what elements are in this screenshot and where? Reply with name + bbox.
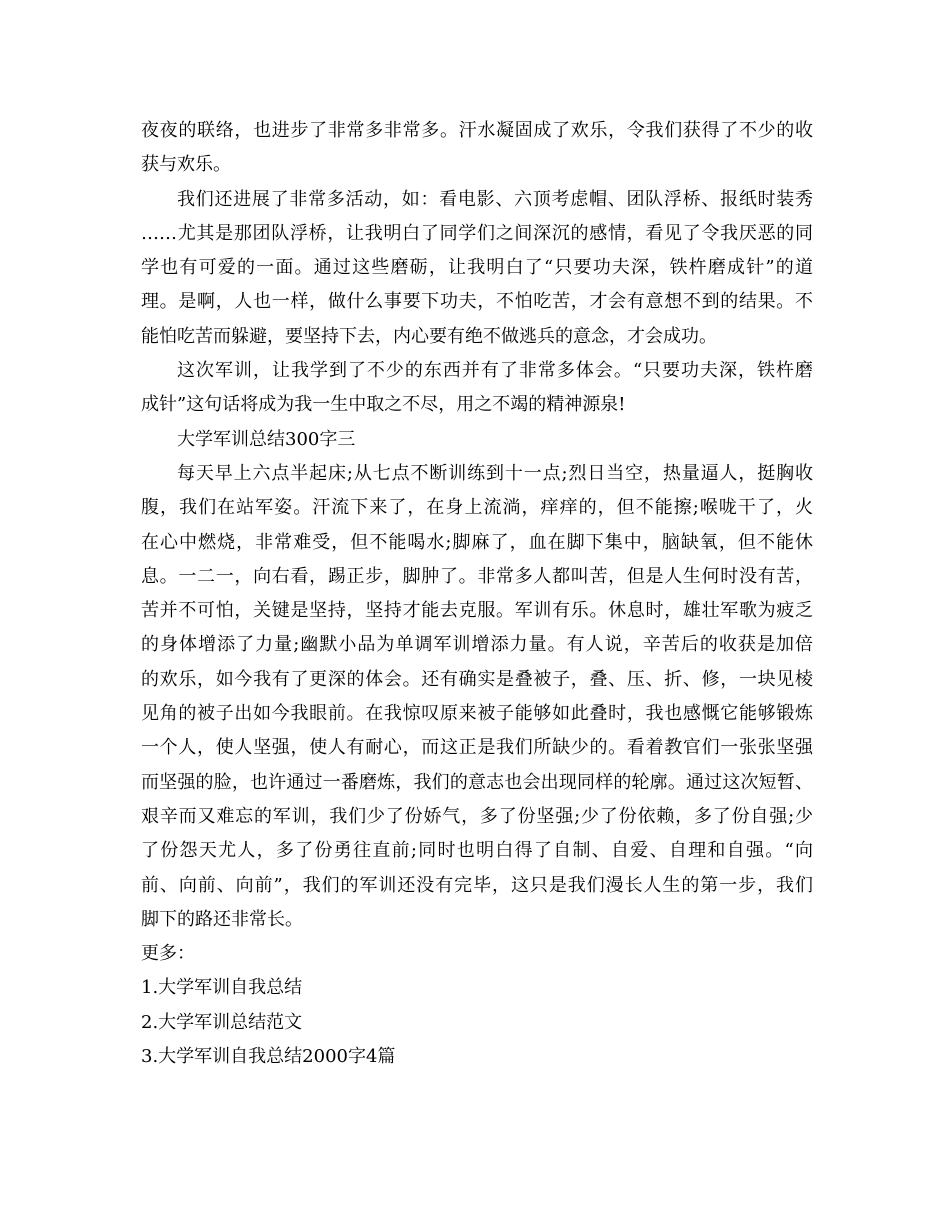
- text-line: 获与欢乐。: [141, 154, 231, 176]
- text-line: 艰辛而又难忘的军训，我们少了份娇气，多了份坚强;少了份依赖，多了份自强;少: [141, 805, 813, 827]
- text-line: ……尤其是那团队浮桥，让我明白了同学们之间深沉的感情，看见了令我厌恶的同: [141, 222, 813, 244]
- text-line: 脚下的路还非常长。: [141, 908, 303, 930]
- text-line: 能怕吃苦而躲避，要坚持下去，内心要有绝不做逃兵的意念，才会成功。: [141, 325, 717, 347]
- text-line: 了份怨天尤人，多了份勇往直前;同时也明白得了自制、自爱、自理和自强。“向: [141, 840, 813, 862]
- text-line: 苦并不可怕，关键是坚持，坚持才能去克服。军训有乐。休息时，雄壮军歌为疲乏: [141, 600, 813, 622]
- text-line: 的身体增添了力量;幽默小品为单调军训增添力量。有人说，辛苦后的收获是加倍: [141, 634, 813, 656]
- text-line: 一个人，使人坚强，使人有耐心，而这正是我们所缺少的。看着教官们一张张坚强: [141, 737, 813, 759]
- text-line: 理。是啊，人也一样，做什么事要下功夫，不怕吃苦，才会有意想不到的结果。不: [141, 291, 813, 313]
- text-line: 前、向前、向前”，我们的军训还没有完毕，这只是我们漫长人生的第一步，我们: [141, 874, 813, 896]
- related-link[interactable]: 1.大学军训自我总结: [141, 977, 303, 999]
- paragraph-start-line: 我们还进展了非常多活动，如：看电影、六顶考虑帽、团队浮桥、报纸时装秀: [177, 188, 813, 210]
- text-line: 息。一二一，向右看，踢正步，脚肿了。非常多人都叫苦，但是人生何时没有苦，: [141, 565, 813, 587]
- paragraph-start-line: 每天早上六点半起床;从七点不断训练到十一点;烈日当空，热量逼人，挺胸收: [177, 462, 813, 484]
- text-line: 见角的被子出如今我眼前。在我惊叹原来被子能够如此叠时，我也感慨它能够锻炼: [141, 703, 813, 725]
- text-line: 而坚强的脸，也许通过一番磨炼，我们的意志也会出现同样的轮廓。通过这次短暂、: [141, 771, 813, 793]
- text-line: 学也有可爱的一面。通过这些磨砺，让我明白了“只要功夫深，铁杵磨成针”的道: [141, 257, 813, 279]
- text-line: 夜夜的联络，也进步了非常多非常多。汗水凝固成了欢乐，令我们获得了不少的收: [141, 120, 813, 141]
- text-line: 腹，我们在站军姿。汗流下来了，在身上流淌，痒痒的，但不能擦;喉咙干了，火: [141, 497, 813, 519]
- section-heading: 大学军训总结300字三: [177, 428, 356, 450]
- text-line: 在心中燃烧，非常难受，但不能喝水;脚麻了，血在脚下集中，脑缺氧，但不能休: [141, 531, 813, 553]
- paragraph-start-line: 这次军训，让我学到了不少的东西并有了非常多体会。“只要功夫深，铁杵磨: [177, 360, 813, 382]
- text-line: 的欢乐，如今我有了更深的体会。还有确实是叠被子，叠、压、折、修，一块见棱: [141, 668, 813, 690]
- more-heading: 更多：: [141, 943, 195, 965]
- document-body: [141, 114, 813, 1074]
- related-link[interactable]: 3.大学军训自我总结2000字4篇: [141, 1046, 396, 1068]
- text-line: 成针”这句话将成为我一生中取之不尽，用之不竭的精神源泉!: [141, 394, 626, 416]
- related-link[interactable]: 2.大学军训总结范文: [141, 1011, 303, 1033]
